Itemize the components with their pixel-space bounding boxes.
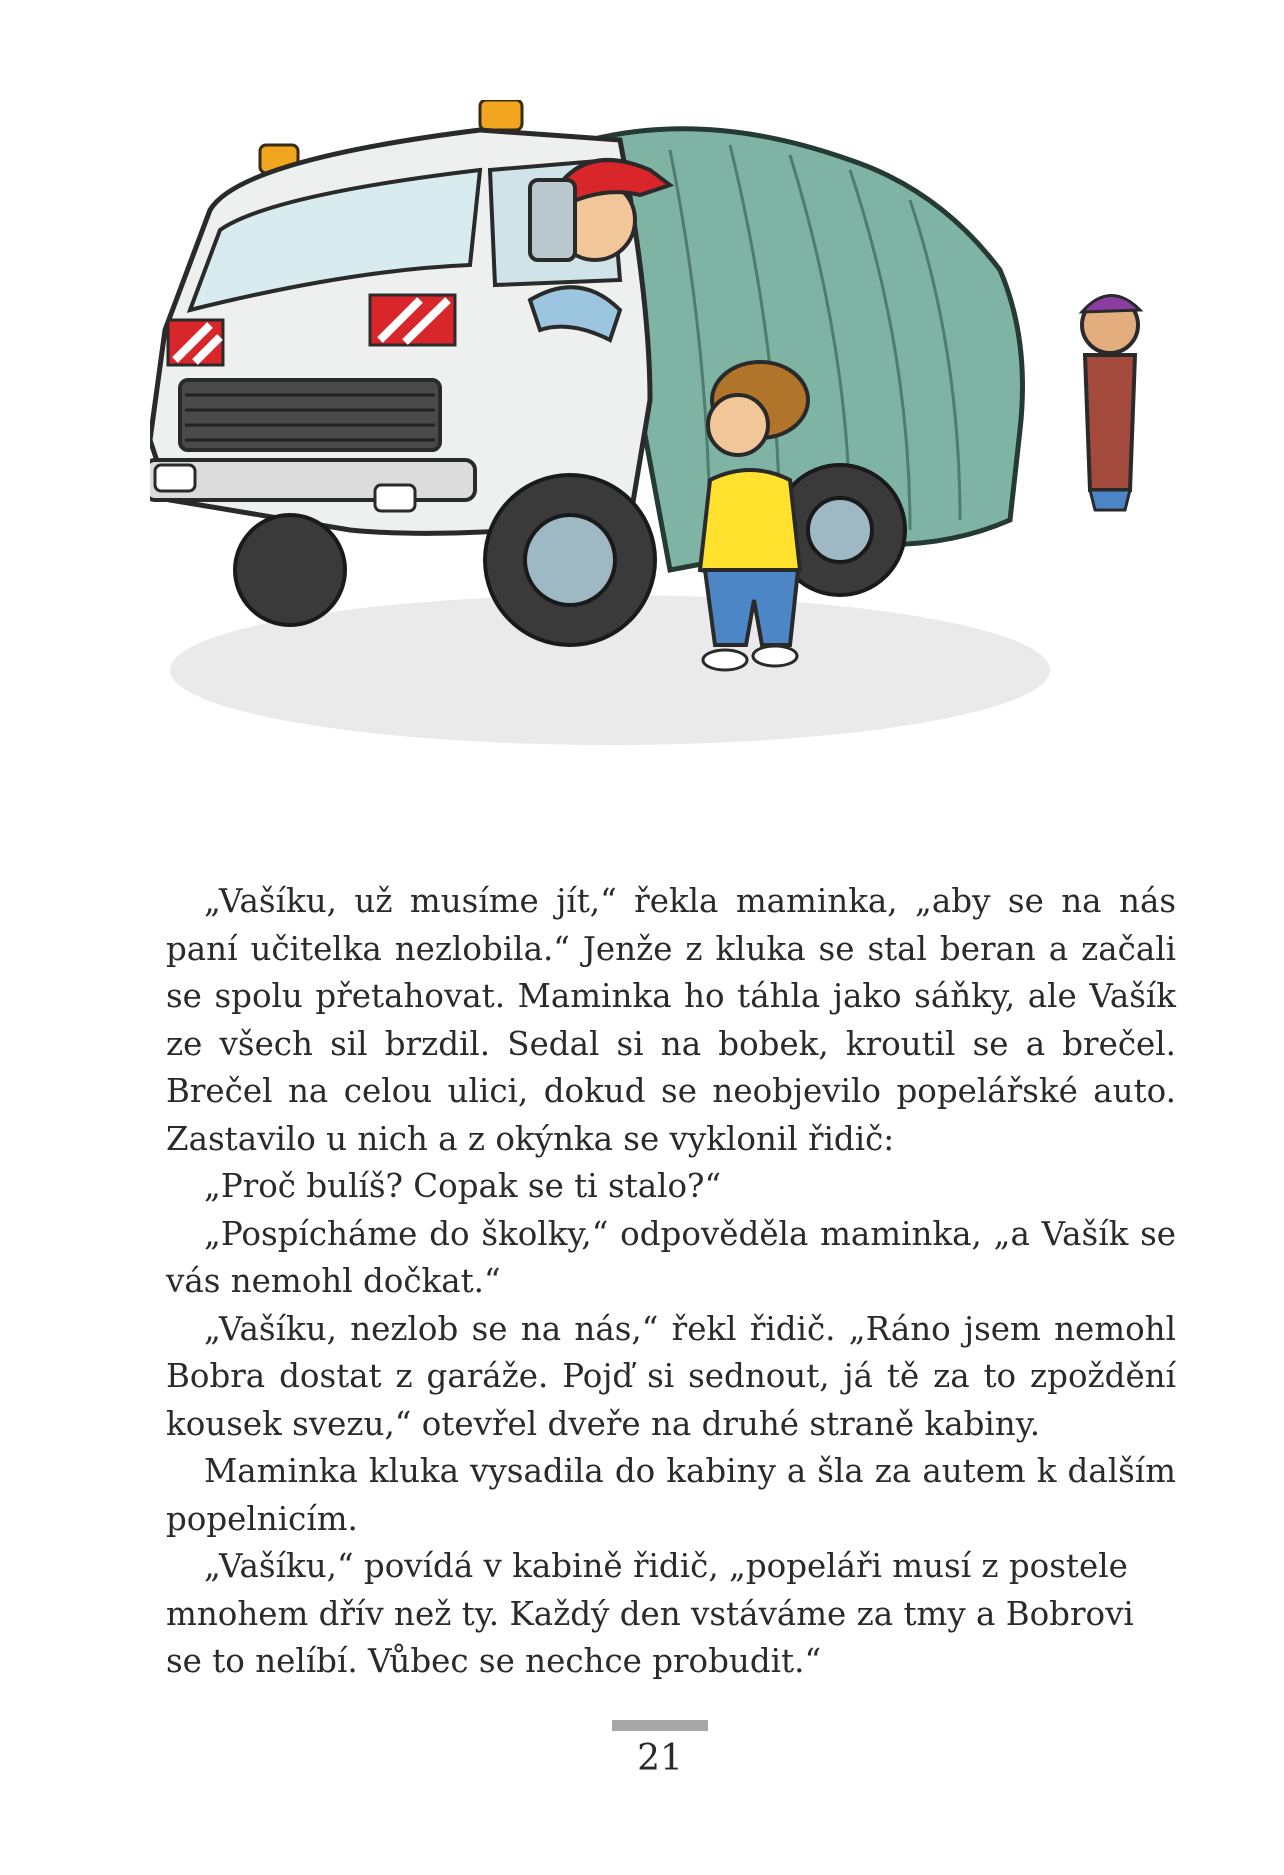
boy-shirt — [700, 470, 800, 575]
page-number-rule — [612, 1720, 708, 1731]
front-bumper — [150, 460, 475, 500]
paragraph: „Vašíku, už musíme jít,“ řekla maminka, „aby se na nás paní učitelka nezlobila.“ Jenže z kluka se stal beran a začali se spolu přetahovat. Maminka ho táhla jako sáňky, ale Vašík ze všech sil brzdil. Sedal si na bobek, kroutil se a brečel. Brečel na celou ulici, dokud se neobjevilo popelářské auto. Zastavilo u nich a z okýnka se vyklonil řidič: — [166, 882, 1176, 1158]
rear-hub — [808, 498, 872, 562]
paragraph: „Vašíku,“ povídá v kabině řidič, „popeláři musí z postele mnohem dřív než ty. Každý den vstáváme za tmy a Bobrovi se to nelíbí. Vůbec se nechce probudit.“ — [166, 1547, 1134, 1680]
front-hub-right — [525, 515, 615, 605]
paragraph: „Proč bulíš? Copak se ti stalo?“ — [204, 1167, 722, 1205]
garbage-truck-illustration — [150, 100, 1210, 820]
worker-legs — [1090, 490, 1130, 510]
boy-shoe-right — [753, 646, 797, 666]
headlight-right — [375, 485, 415, 511]
worker-body — [1085, 355, 1135, 490]
headlight-left — [155, 465, 195, 491]
story-text — [166, 878, 1176, 1686]
page-number: 21 — [637, 1738, 683, 1779]
worker-bandana — [1082, 295, 1140, 312]
paragraph: Maminka kluka vysadila do kabiny a šla za autem k dalším popelnicím. — [166, 1452, 1176, 1538]
beacon-right — [480, 100, 522, 130]
paragraph: „Pospícháme do školky,“ odpověděla maminka, „a Vašík se vás nemohl dočkat.“ — [166, 1214, 1176, 1300]
boy-head — [708, 395, 768, 455]
side-mirror — [530, 180, 575, 260]
boy-shoe-left — [703, 650, 747, 670]
paragraph: „Vašíku, nezlob se na nás,“ řekl řidič. „Ráno jsem nemohl Bobra dostat z garáže. Pojď si sednout, já tě za to zpoždění kousek svezu,“ otevřel dveře na druhé straně kabiny. — [166, 1309, 1176, 1443]
front-wheel-left — [235, 515, 345, 625]
